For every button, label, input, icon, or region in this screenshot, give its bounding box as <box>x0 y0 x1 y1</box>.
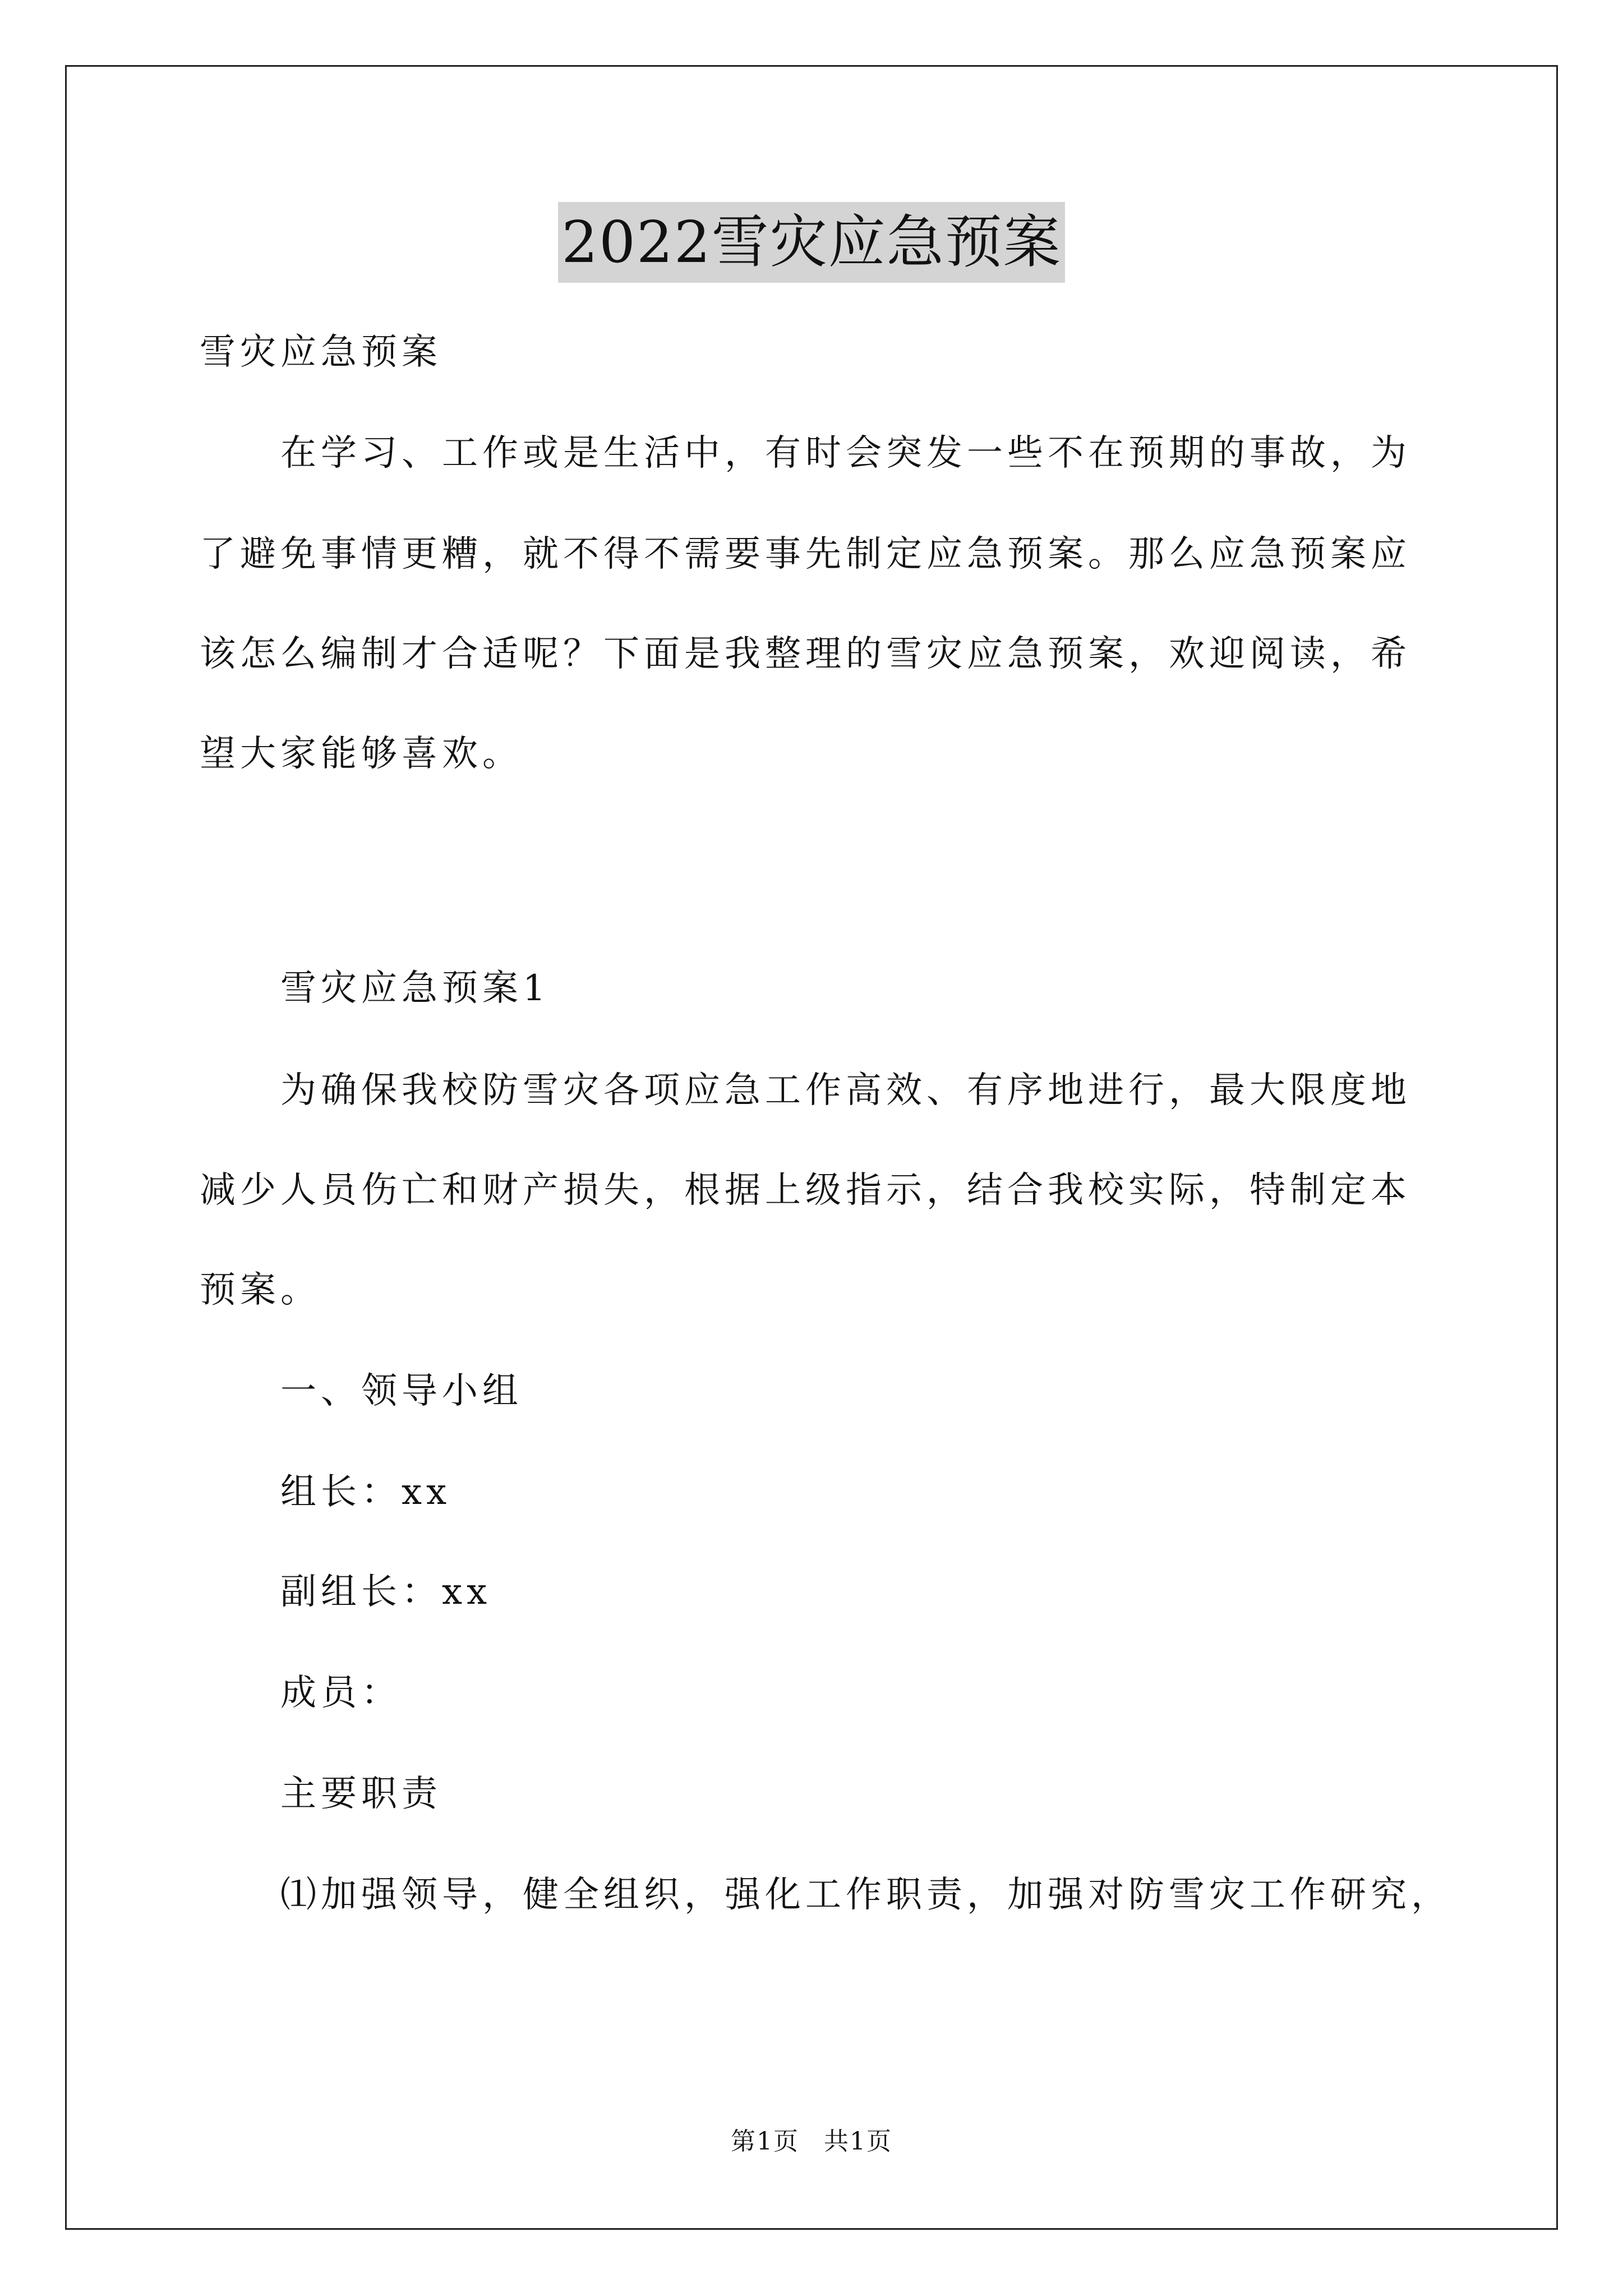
members-line: 成员： <box>280 1672 402 1714</box>
duty-line-1: ⑴加强领导，健全组织，强化工作职责，加强对防雪灾工作研究， <box>280 1874 1451 1916</box>
deputy-leader-line: 副组长：xx <box>280 1571 492 1613</box>
section-heading: 雪灾应急预案1 <box>280 968 550 1009</box>
leadership-heading: 一、领导小组 <box>280 1370 523 1412</box>
intro-line-3: 该怎么编制才合适呢？下面是我整理的雪灾应急预案，欢迎阅读，希 <box>200 633 1411 675</box>
document-title: 2022雪灾应急预案 <box>558 202 1065 283</box>
main-duties-heading: 主要职责 <box>280 1773 442 1815</box>
intro-line-4: 望大家能够喜欢。 <box>200 733 523 775</box>
page-footer <box>0 2125 1623 2159</box>
document-subtitle: 雪灾应急预案 <box>200 332 442 373</box>
title-container <box>0 202 1623 283</box>
leader-line: 组长：xx <box>280 1471 451 1513</box>
intro-line-2: 了避免事情更糟，就不得不需要事先制定应急预案。那么应急预案应 <box>200 533 1411 575</box>
section-line-3: 预案。 <box>200 1269 321 1311</box>
intro-line-1: 在学习、工作或是生活中，有时会突发一些不在预期的事故，为 <box>280 432 1411 474</box>
page-total: 共1页 <box>824 2127 892 2156</box>
section-line-2: 减少人员伤亡和财产损失，根据上级指示，结合我校实际，特制定本 <box>200 1170 1411 1211</box>
section-line-1: 为确保我校防雪灾各项应急工作高效、有序地进行，最大限度地 <box>280 1070 1411 1111</box>
page-current: 第1页 <box>731 2127 799 2156</box>
